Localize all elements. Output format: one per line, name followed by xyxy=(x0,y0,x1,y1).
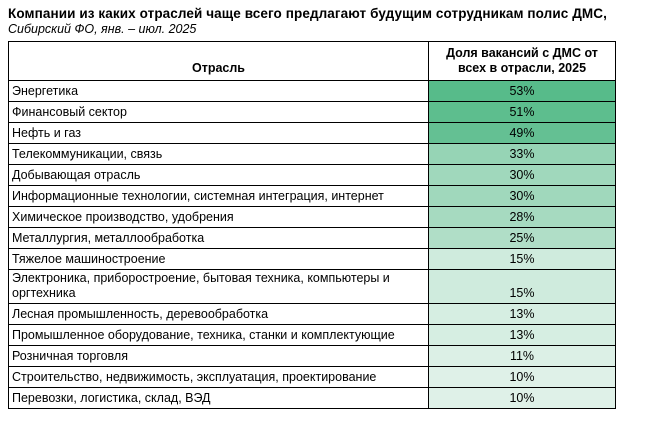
table-row xyxy=(9,144,616,165)
table-header-row xyxy=(9,42,616,81)
industry-cell: Информационные технологии, системная интеграция, интернет xyxy=(9,186,429,207)
table-row xyxy=(9,388,616,409)
table-row xyxy=(9,249,616,270)
industry-cell: Энергетика xyxy=(9,81,429,102)
dms-share-cell: 25% xyxy=(429,228,616,249)
dms-share-cell: 49% xyxy=(429,123,616,144)
dms-share-cell: 11% xyxy=(429,346,616,367)
column-header-dms-share: Доля вакансий с ДМС от всех в отрасли, 2025 xyxy=(429,42,616,81)
industry-cell: Химическое производство, удобрения xyxy=(9,207,429,228)
dms-share-cell: 33% xyxy=(429,144,616,165)
industry-cell: Промышленное оборудование, техника, станки и комплектующие xyxy=(9,325,429,346)
dms-share-cell: 15% xyxy=(429,249,616,270)
dms-share-cell: 28% xyxy=(429,207,616,228)
table-row xyxy=(9,346,616,367)
dms-share-cell: 10% xyxy=(429,367,616,388)
table-body xyxy=(9,81,616,409)
industry-cell: Розничная торговля xyxy=(9,346,429,367)
industry-cell: Тяжелое машиностроение xyxy=(9,249,429,270)
industry-cell: Лесная промышленность, деревообработка xyxy=(9,304,429,325)
table-row xyxy=(9,228,616,249)
industry-cell: Телекоммуникации, связь xyxy=(9,144,429,165)
industry-cell: Перевозки, логистика, склад, ВЭД xyxy=(9,388,429,409)
dms-share-cell: 13% xyxy=(429,325,616,346)
dms-share-cell: 15% xyxy=(429,270,616,304)
table-row xyxy=(9,207,616,228)
table-row xyxy=(9,123,616,144)
industry-cell: Электроника, приборостроение, бытовая техника, компьютеры и оргтехника xyxy=(9,270,429,304)
page-title: Компании из каких отраслей чаще всего предлагают будущим сотрудникам полис ДМС, xyxy=(8,6,607,21)
table-row xyxy=(9,186,616,207)
dms-share-cell: 10% xyxy=(429,388,616,409)
industry-cell: Строительство, недвижимость, эксплуатация, проектирование xyxy=(9,367,429,388)
dms-share-table xyxy=(8,41,616,409)
table-row xyxy=(9,367,616,388)
column-header-industry: Отрасль xyxy=(9,42,429,81)
industry-cell: Металлургия, металлообработка xyxy=(9,228,429,249)
dms-share-cell: 51% xyxy=(429,102,616,123)
dms-share-cell: 53% xyxy=(429,81,616,102)
table-row xyxy=(9,102,616,123)
industry-cell: Добывающая отрасль xyxy=(9,165,429,186)
industry-cell: Нефть и газ xyxy=(9,123,429,144)
page-subtitle: Сибирский ФО, янв. – июл. 2025 xyxy=(8,22,197,36)
table-row xyxy=(9,304,616,325)
dms-share-cell: 30% xyxy=(429,186,616,207)
table-row xyxy=(9,325,616,346)
dms-share-cell: 13% xyxy=(429,304,616,325)
industry-cell: Финансовый сектор xyxy=(9,102,429,123)
dms-share-cell: 30% xyxy=(429,165,616,186)
table-row xyxy=(9,270,616,304)
table-row xyxy=(9,81,616,102)
table-row xyxy=(9,165,616,186)
table-header xyxy=(9,42,616,81)
